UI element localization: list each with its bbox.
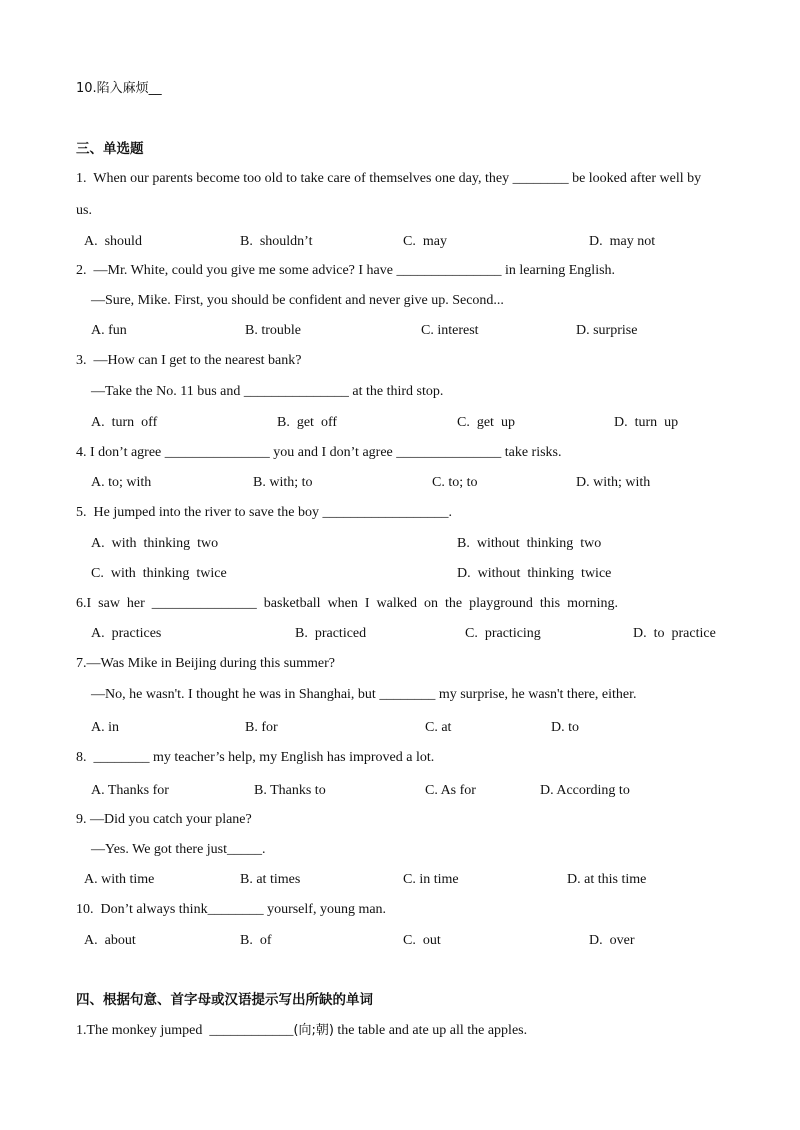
q6-option-a: A. practices: [91, 626, 162, 641]
q5-line1: 5. He jumped into the river to save the boy __________________.: [76, 505, 452, 520]
q5-option-a: A. with thinking two: [91, 536, 219, 551]
q2-option-d: D. surprise: [576, 323, 638, 338]
q8-option-c: C. As for: [425, 783, 476, 798]
q4-option-b: B. with; to: [253, 475, 313, 490]
s4-item1-after: the table and ate up all the apples.: [333, 1023, 528, 1038]
q10-option-c: C. out: [403, 933, 441, 948]
q7-option-a: A. in: [91, 720, 119, 735]
q7-option-c: C. at: [425, 720, 452, 735]
q5-option-c: C. with thinking twice: [91, 566, 227, 581]
q3-option-a: A. turn off: [91, 415, 158, 430]
q8-line1: 8. ________ my teacher’s help, my English has improved a lot.: [76, 750, 435, 765]
q1-option-a: A. should: [84, 234, 142, 249]
q4-option-d: D. with; with: [576, 475, 651, 490]
q3-option-b: B. get off: [277, 415, 338, 430]
q9-option-c: C. in time: [403, 872, 459, 887]
q7-line2: —No, he wasn't. I thought he was in Shanghai, but ________ my surprise, he wasn't there, either.: [91, 687, 637, 702]
q8-option-b: B. Thanks to: [254, 783, 326, 798]
q1-line2: us.: [76, 203, 92, 218]
q3-option-d: D. turn up: [614, 415, 679, 430]
q6-option-b: B. practiced: [295, 626, 367, 641]
q10-line1: 10. Don’t always think________ yourself, young man.: [76, 902, 387, 917]
q2-option-a: A. fun: [91, 323, 127, 338]
s4-item1-hint: (向;朝): [293, 1023, 334, 1038]
s4-item1-before: 1.The monkey jumped: [76, 1023, 210, 1038]
q4-line1: 4. I don’t agree _______________ you and I don’t agree _______________ take risks.: [76, 445, 562, 460]
section3-heading: 三、单选题: [76, 141, 144, 157]
q2-option-c: C. interest: [421, 323, 479, 338]
q1-option-d: D. may not: [589, 234, 656, 249]
q7-line1: 7.—Was Mike in Beijing during this summer?: [76, 656, 336, 671]
q9-line2: —Yes. We got there just_____.: [91, 842, 266, 857]
q9-line1: 9. —Did you catch your plane?: [76, 812, 252, 827]
q2-line2: —Sure, Mike. First, you should be confident and never give up. Second...: [91, 293, 504, 308]
prev-item: 10.陷入麻烦__: [76, 81, 162, 96]
q7-option-b: B. for: [245, 720, 278, 735]
q2-option-b: B. trouble: [245, 323, 301, 338]
q9-option-a: A. with time: [84, 872, 155, 887]
q10-option-b: B. of: [240, 933, 272, 948]
q1-line1: 1. When our parents become too old to take care of themselves one day, they ________ be looked after well by: [76, 171, 702, 186]
s4-item1-blank: ____________: [209, 1023, 294, 1038]
q5-option-d: D. without thinking twice: [457, 566, 612, 581]
section4-heading: 四、根据句意、首字母或汉语提示写出所缺的单词: [76, 992, 373, 1008]
q9-option-b: B. at times: [240, 872, 301, 887]
s4-item1: [76, 1022, 527, 1040]
q6-line1: 6.I saw her _______________ basketball when I walked on the playground this morning.: [76, 596, 619, 611]
q3-line1: 3. —How can I get to the nearest bank?: [76, 353, 302, 368]
q7-option-d: D. to: [551, 720, 579, 735]
q1-option-b: B. shouldn’t: [240, 234, 313, 249]
q3-line2: —Take the No. 11 bus and _______________ at the third stop.: [91, 384, 444, 399]
q6-option-d: D. to practice: [633, 626, 716, 641]
q4-option-c: C. to; to: [432, 475, 478, 490]
q6-option-c: C. practicing: [465, 626, 541, 641]
q8-option-d: D. According to: [540, 783, 630, 798]
q9-option-d: D. at this time: [567, 872, 647, 887]
q3-option-c: C. get up: [457, 415, 515, 430]
q10-option-a: A. about: [84, 933, 136, 948]
q8-option-a: A. Thanks for: [91, 783, 169, 798]
q1-option-c: C. may: [403, 234, 447, 249]
q10-option-d: D. over: [589, 933, 635, 948]
q5-option-b: B. without thinking two: [457, 536, 602, 551]
q2-line1: 2. —Mr. White, could you give me some advice? I have _______________ in learning English.: [76, 263, 616, 278]
q4-option-a: A. to; with: [91, 475, 152, 490]
